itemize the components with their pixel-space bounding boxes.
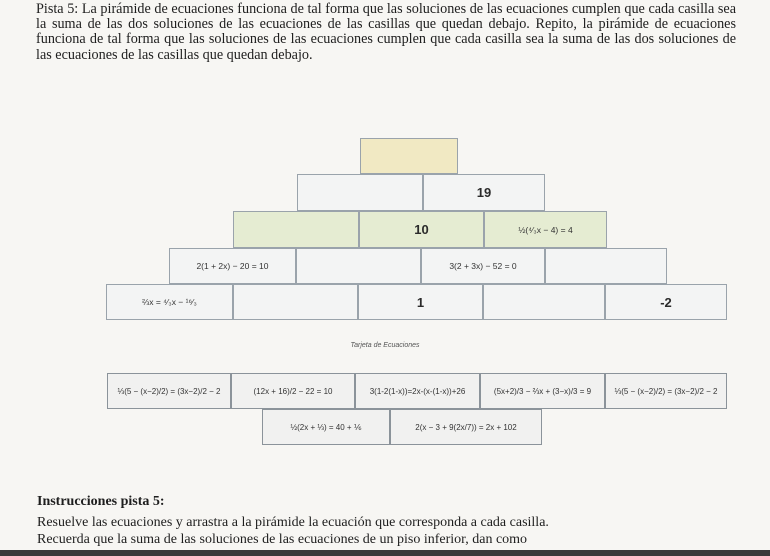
equation-card-3[interactable]: 3(1-2(1-x))=2x-(x-(1-x))+26 bbox=[355, 373, 480, 409]
intro-paragraph: Pista 5: La pirámide de ecuaciones funciona de tal forma que las soluciones de las ecuaciones cumplen que cada casilla sea la suma de las dos soluciones de las ecuaciones de las casillas que quedan debajo. Repito, la pirámide de ecuaciones funciona de tal forma que las soluciones de las ecuaciones cumplen que cada casilla sea la suma de las dos soluciones de las ecuaciones de las casillas que quedan debajo. bbox=[36, 1, 736, 63]
pyramid-cell-r2-c1[interactable] bbox=[297, 174, 423, 211]
pyramid-cell-r5-c2[interactable] bbox=[233, 284, 358, 320]
instructions-title: Instrucciones pista 5: bbox=[37, 494, 165, 509]
equation-card-7[interactable]: 2(x − 3 + 9(2x/7)) = 2x + 102 bbox=[390, 409, 542, 445]
pyramid-cell-r2-c2[interactable]: 19 bbox=[423, 174, 545, 211]
equation-cards-title: Tarjeta de Ecuaciones bbox=[350, 342, 420, 349]
pyramid-cell-r4-c4[interactable] bbox=[545, 248, 667, 284]
pyramid-cell-r3-c3[interactable]: ½(⁴⁄₃x − 4) = 4 bbox=[484, 211, 607, 248]
equation-card-6[interactable]: ½(2x + ⅓) = 40 + ⅙ bbox=[262, 409, 390, 445]
pyramid-cell-r4-c2[interactable] bbox=[296, 248, 421, 284]
equation-card-2[interactable]: (12x + 16)/2 − 22 = 10 bbox=[231, 373, 355, 409]
pyramid-cell-r5-c1[interactable]: ⅔x = ⁴⁄₃x − ¹⁶⁄₃ bbox=[106, 284, 233, 320]
pyramid-cell-r1-c1[interactable] bbox=[360, 138, 458, 174]
equation-card-4[interactable]: (5x+2)/3 − ⅔x + (3−x)/3 = 9 bbox=[480, 373, 605, 409]
pyramid-cell-r3-c2[interactable]: 10 bbox=[359, 211, 484, 248]
pyramid-cell-r4-c3[interactable]: 3(2 + 3x) − 52 = 0 bbox=[421, 248, 545, 284]
instructions-line-1: Resuelve las ecuaciones y arrastra a la pirámide la ecuación que corresponda a cada casilla. bbox=[37, 515, 549, 530]
pyramid-cell-r5-c4[interactable] bbox=[483, 284, 605, 320]
pyramid-cell-r5-c5[interactable]: -2 bbox=[605, 284, 727, 320]
instructions-line-2: Recuerda que la suma de las soluciones de las ecuaciones de un piso inferior, dan como bbox=[37, 532, 528, 547]
bottom-bar bbox=[0, 550, 770, 556]
pyramid-cell-r3-c1[interactable] bbox=[233, 211, 359, 248]
pyramid-cell-r4-c1[interactable]: 2(1 + 2x) − 20 = 10 bbox=[169, 248, 296, 284]
equation-card-1[interactable]: ⅓(5 − (x−2)/2) = (3x−2)/2 − 2 bbox=[107, 373, 231, 409]
equation-card-5[interactable]: ⅓(5 − (x−2)/2) = (3x−2)/2 − 2 bbox=[605, 373, 727, 409]
pyramid-cell-r5-c3[interactable]: 1 bbox=[358, 284, 483, 320]
